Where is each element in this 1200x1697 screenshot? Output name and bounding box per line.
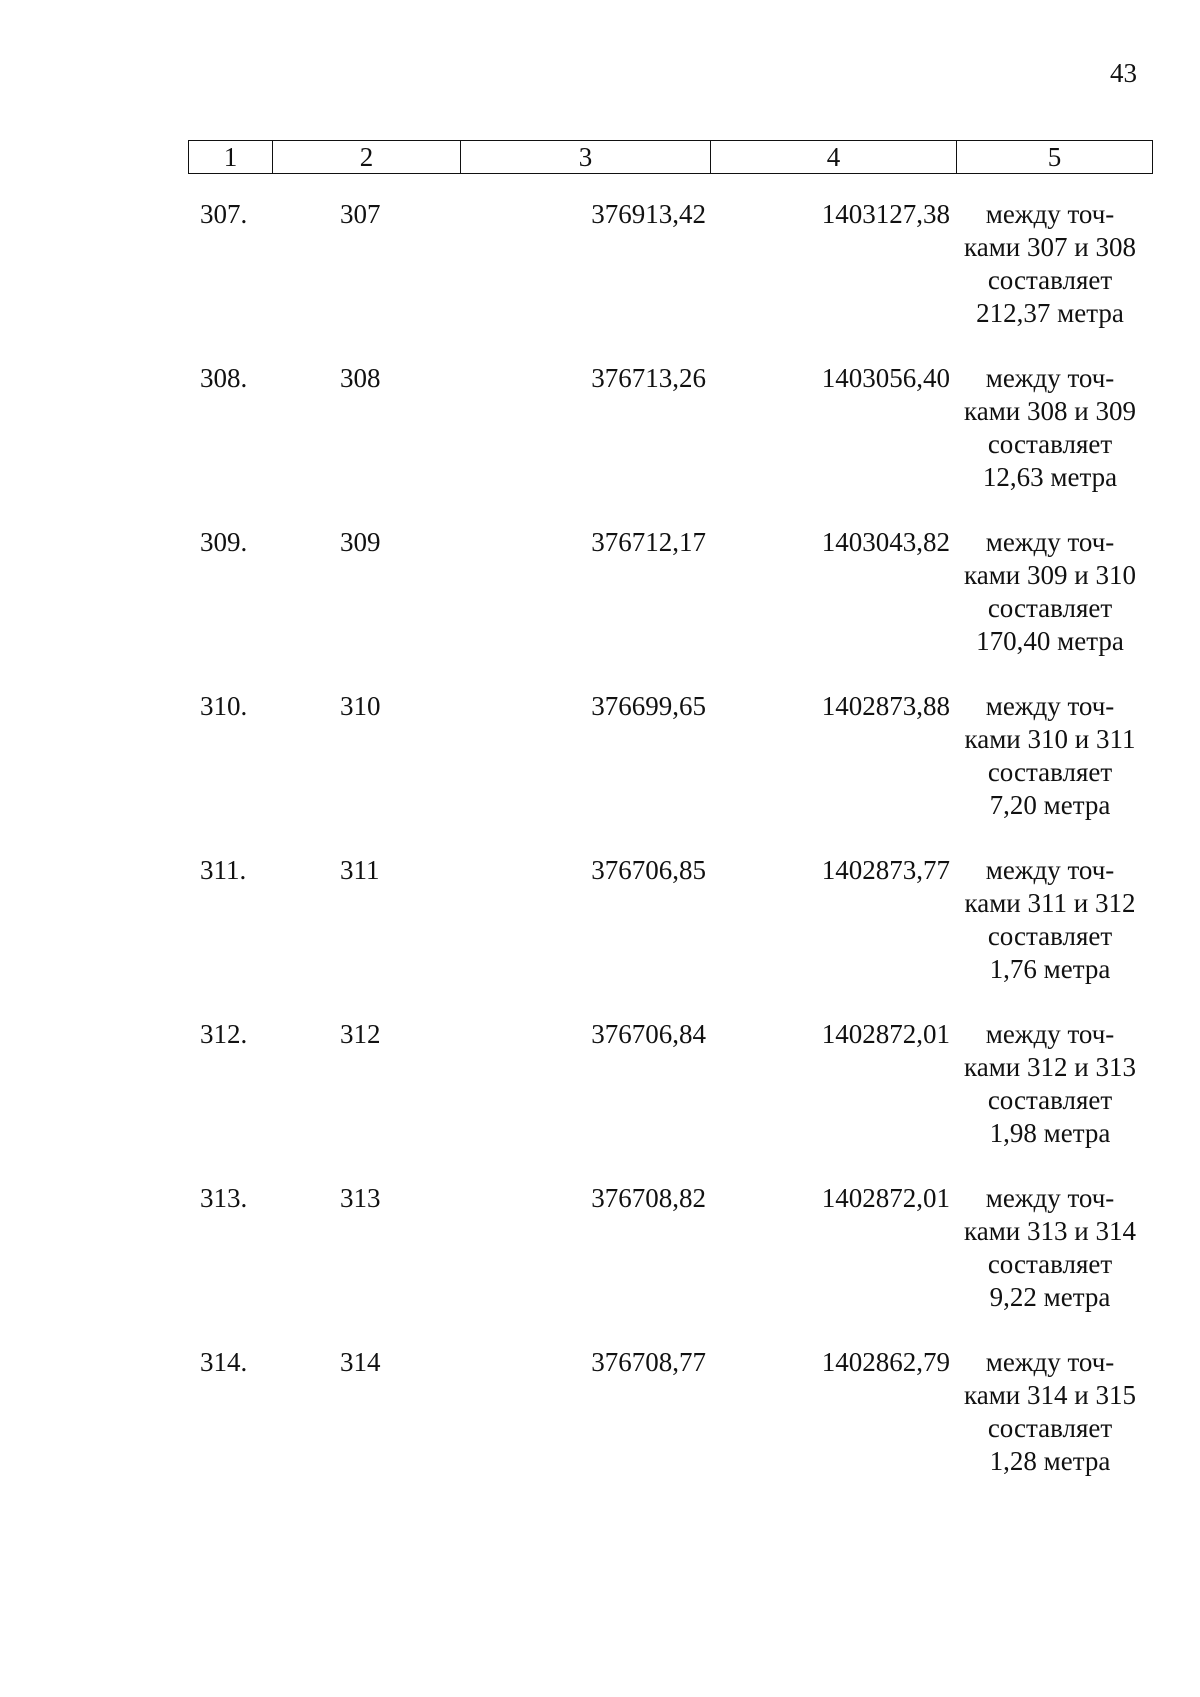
description-line: составляет [987,921,1113,951]
description-line: составляет [987,429,1113,459]
description-line: между точ- [985,1183,1115,1213]
description-line: 9,22 метра [989,1282,1111,1312]
description-line: ками 309 и 310 [964,560,1136,590]
description-line: составляет [987,757,1113,787]
row-number: 312. [200,1019,248,1049]
description-line: ками 312 и 313 [964,1052,1136,1082]
row-number: 308. [200,363,248,393]
description-line: 7,20 метра [989,790,1111,820]
description-line: между точ- [985,691,1115,721]
table-row [0,690,1200,854]
row-number: 307. [200,199,248,229]
distance-description [955,362,1145,494]
description-line: составляет [987,593,1113,623]
row-number: 309. [200,527,248,557]
description-line: 1,28 метра [989,1446,1111,1476]
table-row [0,854,1200,1018]
description-line: между точ- [985,1347,1115,1377]
row-number: 310. [200,691,248,721]
coordinate-rows [0,198,1200,1510]
y-coordinate: 1403056,40 [821,363,950,393]
point-number: 313 [340,1183,381,1213]
column-header-row [189,141,1153,174]
description-line: между точ- [985,1019,1115,1049]
column-header-3: 3 [461,141,711,174]
y-coordinate: 1403043,82 [821,527,950,557]
description-line: ками 310 и 311 [964,724,1136,754]
y-coordinate: 1402862,79 [821,1347,950,1377]
distance-description [955,1182,1145,1314]
distance-description [955,690,1145,822]
table-row [0,1346,1200,1510]
table-row [0,526,1200,690]
column-header-table [188,140,1153,174]
x-coordinate: 376708,77 [591,1347,706,1377]
y-coordinate: 1402873,77 [821,855,950,885]
description-line: между точ- [985,363,1115,393]
table-row [0,198,1200,362]
x-coordinate: 376712,17 [591,527,706,557]
point-number: 311 [340,855,380,885]
description-line: 170,40 метра [976,626,1124,656]
description-line: ками 314 и 315 [964,1380,1136,1410]
x-coordinate: 376699,65 [591,691,706,721]
description-line: между точ- [985,527,1115,557]
x-coordinate: 376708,82 [591,1183,706,1213]
point-number: 307 [340,199,381,229]
point-number: 309 [340,527,381,557]
row-number: 314. [200,1347,248,1377]
column-header-2: 2 [273,141,461,174]
x-coordinate: 376713,26 [591,363,706,393]
point-number: 308 [340,363,381,393]
table-row [0,1182,1200,1346]
point-number: 310 [340,691,381,721]
y-coordinate: 1402872,01 [821,1019,950,1049]
description-line: составляет [987,1413,1113,1443]
page-number: 43 [1110,58,1137,88]
description-line: между точ- [985,855,1115,885]
y-coordinate: 1402872,01 [821,1183,950,1213]
row-number: 313. [200,1183,248,1213]
description-line: составляет [987,1249,1113,1279]
x-coordinate: 376706,84 [591,1019,706,1049]
y-coordinate: 1402873,88 [821,691,950,721]
description-line: ками 313 и 314 [964,1216,1136,1246]
x-coordinate: 376706,85 [591,855,706,885]
description-line: 12,63 метра [982,462,1118,492]
description-line: 1,98 метра [989,1118,1111,1148]
description-line: ками 308 и 309 [964,396,1136,426]
column-header-1: 1 [189,141,273,174]
distance-description [955,1346,1145,1478]
point-number: 312 [340,1019,381,1049]
description-line: ками 311 и 312 [964,888,1136,918]
table-row [0,362,1200,526]
description-line: 212,37 метра [976,298,1124,328]
description-line: составляет [987,265,1113,295]
description-line: ками 307 и 308 [964,232,1136,262]
distance-description [955,526,1145,658]
description-line: между точ- [985,199,1115,229]
description-line: 1,76 метра [989,954,1111,984]
column-header-4: 4 [711,141,957,174]
y-coordinate: 1403127,38 [821,199,950,229]
distance-description [955,1018,1145,1150]
distance-description [955,854,1145,986]
table-row [0,1018,1200,1182]
description-line: составляет [987,1085,1113,1115]
row-number: 311. [200,855,247,885]
x-coordinate: 376913,42 [591,199,706,229]
column-header-5: 5 [957,141,1153,174]
distance-description [955,198,1145,330]
point-number: 314 [340,1347,381,1377]
